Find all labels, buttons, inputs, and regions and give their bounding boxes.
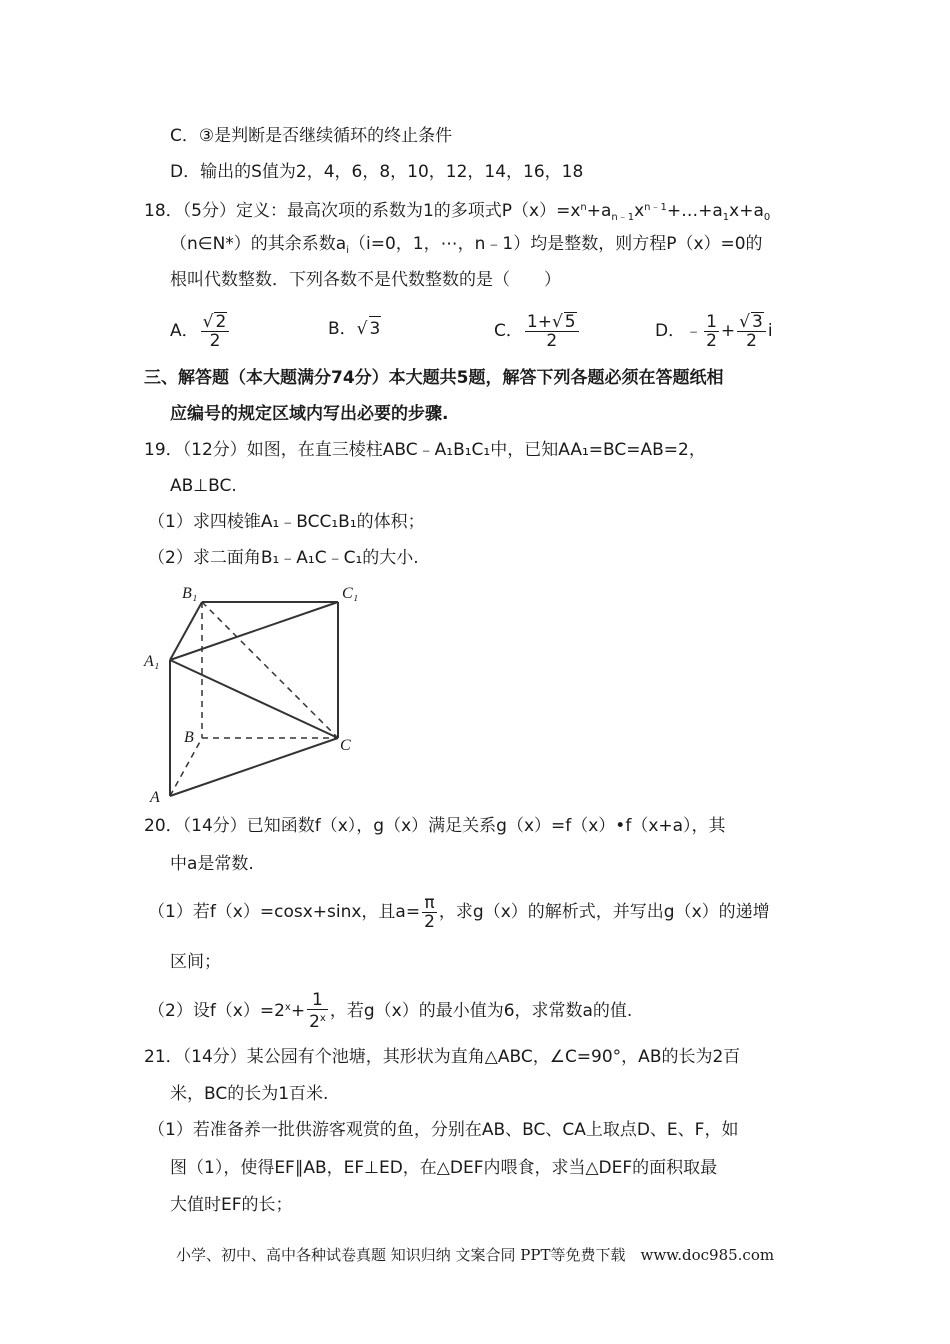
section-3-heading-line-2: 应编号的规定区域内写出必要的步骤. <box>170 404 449 424</box>
q18-option-c: C． $\frac{1+√ 5}{2}$ <box>494 312 581 350</box>
q19-line-2: AB⊥BC. <box>170 476 237 496</box>
section-3-heading-line-1: 三、解答题（本大题满分74分）本大题共5题，解答下列各题必须在答题纸相 <box>144 368 724 388</box>
q17-option-c: C．③是判断是否继续循环的终止条件 <box>170 126 453 146</box>
q18-line-1: 18．（5分）定义：最高次项的系数为1的多项式$P(x)=x^n+a_{n﹣1}x^{n﹣1}+\dots+a_1x+a_0$ <box>144 201 771 223</box>
q21-line-1: 21．（14分）某公园有个池塘，其形状为直角△ABC，∠C=90°，AB的长为2百 <box>144 1047 741 1067</box>
q18-line-2: （n∈N*）的其余系数$a_i(i=0$，1，⋯，n﹣1）均是整数，则方程P（x）=0的 <box>170 234 763 256</box>
q18-option-a: A． $\frac{√ 2}{2}$ <box>170 312 231 350</box>
q20-part-1-cont: 区间； <box>170 952 221 972</box>
fraction: $\frac{1}{2^x}$ <box>309 990 326 1032</box>
fraction: $\frac{√ 2}{2}$ <box>201 312 230 350</box>
q19-line-1: 19．（12分）如图，在直三棱柱ABC﹣A₁B₁C₁中，已知AA₁=BC=AB=2， <box>144 440 706 460</box>
label-c: C <box>340 737 351 754</box>
fraction: $\frac{\pi}{2}$ <box>424 892 435 932</box>
q21-line-2: 米，BC的长为1百米. <box>170 1084 329 1104</box>
label-b1: B₁ <box>182 585 198 602</box>
edge-a1-c1 <box>170 602 338 660</box>
q18-option-d: D．﹣ $\frac{1}{2}$ + $\frac{√ 3}{2}$ i <box>655 311 773 351</box>
page-footer: 小学、初中、高中各种试卷真题 知识归纳 文案合同 PPT等免费下载 www.doc985.com <box>176 1246 775 1264</box>
q20-part-2: （2）设$f(x)=2^x+$ $\frac{1}{2^x}$ ，若g（x）的最小值为6，求常数a的值. <box>148 990 633 1032</box>
edge-a1-c <box>170 660 338 738</box>
q20-part-1: （1）若f（x）=cosx+sinx，且a= $\frac{\pi}{2}$ ，求g（x）的解析式，并写出g（x）的递增 <box>148 892 770 932</box>
q17-option-d: D．输出的S值为2，4，6，8，10，12，14，16，18 <box>170 162 584 182</box>
label-a: A <box>150 789 160 806</box>
label-b: B <box>184 729 194 746</box>
prism-figure <box>140 578 380 810</box>
edge-b1-c <box>202 602 338 738</box>
fraction: $\frac{√ 3}{2}$ <box>737 312 766 350</box>
q20-line-2: 中a是常数. <box>170 854 254 874</box>
q19-part-1: （1）求四棱锥A₁﹣BCC₁B₁的体积； <box>148 512 425 532</box>
label-c1: C₁ <box>342 585 359 602</box>
edge-a-c <box>170 738 338 796</box>
q18-option-b: B．√ 3 <box>328 316 381 341</box>
q21-part-1-line-2: 图（1），使得EF∥AB，EF⊥ED，在△DEF内喂食，求当△DEF的面积取最 <box>170 1158 718 1178</box>
label-a1: A₁ <box>144 653 160 670</box>
q21-part-1-line-3: 大值时EF的长； <box>170 1195 293 1215</box>
q19-part-2: （2）求二面角B₁﹣A₁C﹣C₁的大小. <box>148 548 419 568</box>
fraction: $\frac{1+√ 5}{2}$ <box>525 312 579 350</box>
fraction: $\frac{1}{2}$ <box>706 311 717 351</box>
q20-line-1: 20．（14分）已知函数f（x），g（x）满足关系g（x）=f（x）•f（x+a），其 <box>144 816 726 836</box>
q18-line-3: 根叫代数整数．下列各数不是代数整数的是（ ） <box>170 270 561 290</box>
q21-part-1-line-1: （1）若准备养一批供游客观赏的鱼，分别在AB、BC、CA上取点D、E、F，如 <box>148 1120 739 1140</box>
